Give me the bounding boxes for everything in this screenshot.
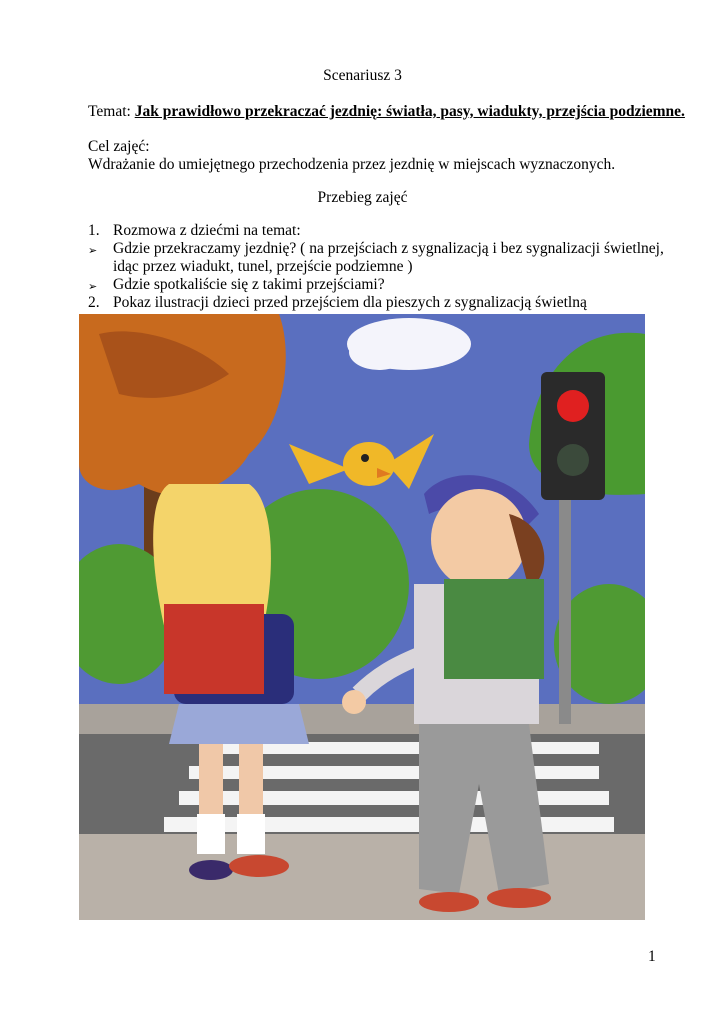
list-item-text: Rozmowa z dziećmi na temat: <box>113 222 301 239</box>
holding-hands <box>342 690 366 714</box>
page-number: 1 <box>648 948 656 965</box>
goal-label: Cel zajęć: <box>88 138 150 155</box>
girl-backpack <box>164 604 264 694</box>
goal-text: Wdrażanie do umiejętnego przechodzenia przez jezdnię w miejscach wyznaczonych. <box>88 156 616 173</box>
arrow-bullet-icon: ➢ <box>88 245 98 257</box>
section-heading: Przebieg zajęć <box>317 189 408 206</box>
boy-backpack <box>444 579 544 679</box>
list-item-text: Pokaz ilustracji dzieci przed przejściem dla pieszych z sygnalizacją świetlną <box>113 294 587 311</box>
topic-line <box>88 103 688 121</box>
list-item-text: Gdzie przekraczamy jezdnię? ( na przejściach z sygnalizacją i bez sygnalizacji świetlnej, <box>113 240 664 257</box>
topic-text: Jak prawidłowo przekraczać jezdnię: światła, pasy, wiadukty, przejścia podziemne. <box>134 103 685 120</box>
traffic-light-red <box>557 390 589 422</box>
arrow-bullet-icon: ➢ <box>88 281 98 293</box>
document-title: Scenariusz 3 <box>323 67 402 84</box>
children-at-crosswalk-illustration <box>79 314 645 920</box>
list-item-text: idąc przez wiadukt, tunel, przejście podziemne ) <box>113 258 413 275</box>
topic-label: Temat: <box>88 103 131 120</box>
girl-skirt <box>169 704 309 744</box>
list-marker: 1. <box>88 222 100 239</box>
list-item-text: Gdzie spotkaliście się z takimi przejściami? <box>113 276 385 293</box>
traffic-light-green <box>557 444 589 476</box>
traffic-light-pole <box>559 494 571 724</box>
sidewalk-front <box>79 834 645 920</box>
list-marker: 2. <box>88 294 100 311</box>
